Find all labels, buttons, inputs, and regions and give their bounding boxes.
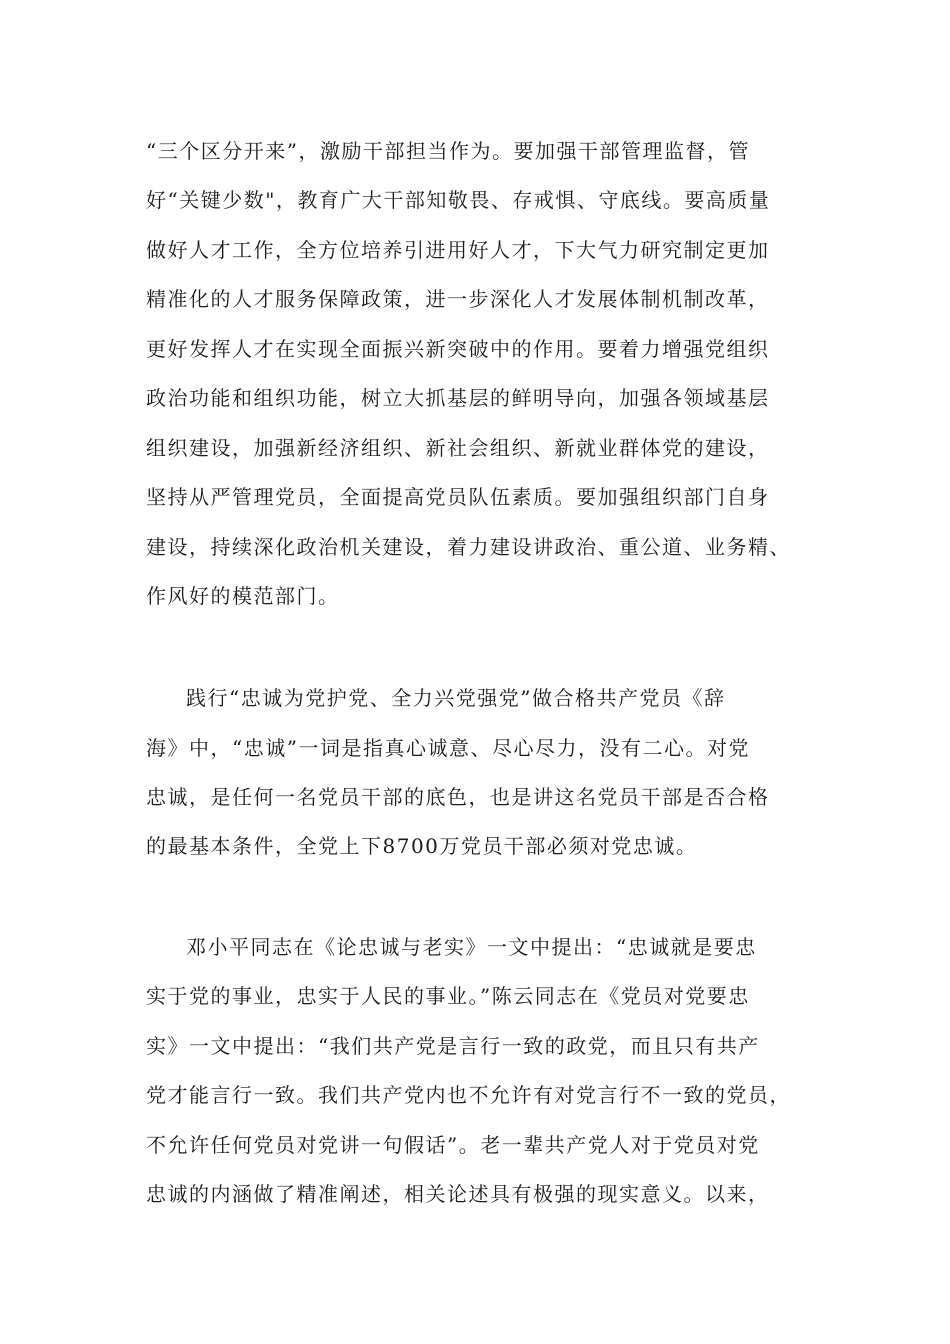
text-line: 践行“忠诚为党护党、全力兴党强党”做合格共产党员《辞 [186,686,726,710]
text-line: 做好人才工作，全方位培养引进用好人才，下大气力研究制定更加 [146,238,770,262]
text-line: 建设，持续深化政治机关建设，着力建设讲政治、重公道、业务精、 [146,535,791,559]
text-line: 实于党的事业，忠实于人民的事业。”陈云同志在《党员对党要忠 [146,984,750,1008]
text-line: 的最基本条件，全党上下8700万党员干部必须对党忠诚。 [146,834,698,858]
text-line: 不允许任何党员对党讲一句假话”。老一辈共产党人对于党员对党 [146,1133,760,1157]
text-line: 忠诚，是任何一名党员干部的底色，也是讲这名党员干部是否合格 [146,785,770,809]
text-line: 精准化的人才服务保障政策，进一步深化人才发展体制机制改革， [146,287,770,311]
text-line: 政治功能和组织功能，树立大抓基层的鲜明导向，加强各领域基层 [146,386,770,410]
text-line: 好“关键少数"，教育广大干部知敬畏、存戒惧、守底线。要高质量 [146,188,771,212]
text-line: 坚持从严管理党员，全面提高党员队伍素质。要加强组织部门自身 [146,485,770,509]
text-line: 党才能言行一致。我们共产党内也不允许有对党言行不一致的党员， [146,1083,791,1107]
text-line: 实》一文中提出：“我们共产党是言行一致的政党，而且只有共产 [146,1034,760,1058]
text-line: 更好发挥人才在实现全面振兴新突破中的作用。要着力增强党组织 [146,337,770,361]
text-line: 邓小平同志在《论忠诚与老实》一文中提出：“忠诚就是要忠 [186,935,757,959]
text-line: 忠诚的内涵做了精准阐述，相关论述具有极强的现实意义。以来， [146,1182,770,1206]
text-line: 海》中，“忠诚”一词是指真心诚意、尽心尽力，没有二心。对党 [146,736,750,760]
text-line: 组织建设，加强新经济组织、新社会组织、新就业群体党的建设， [146,436,770,460]
text-line: 作风好的模范部门。 [146,584,340,608]
text-line: “三个区分开来”，激励干部担当作为。要加强干部管理监督，管 [146,139,750,163]
